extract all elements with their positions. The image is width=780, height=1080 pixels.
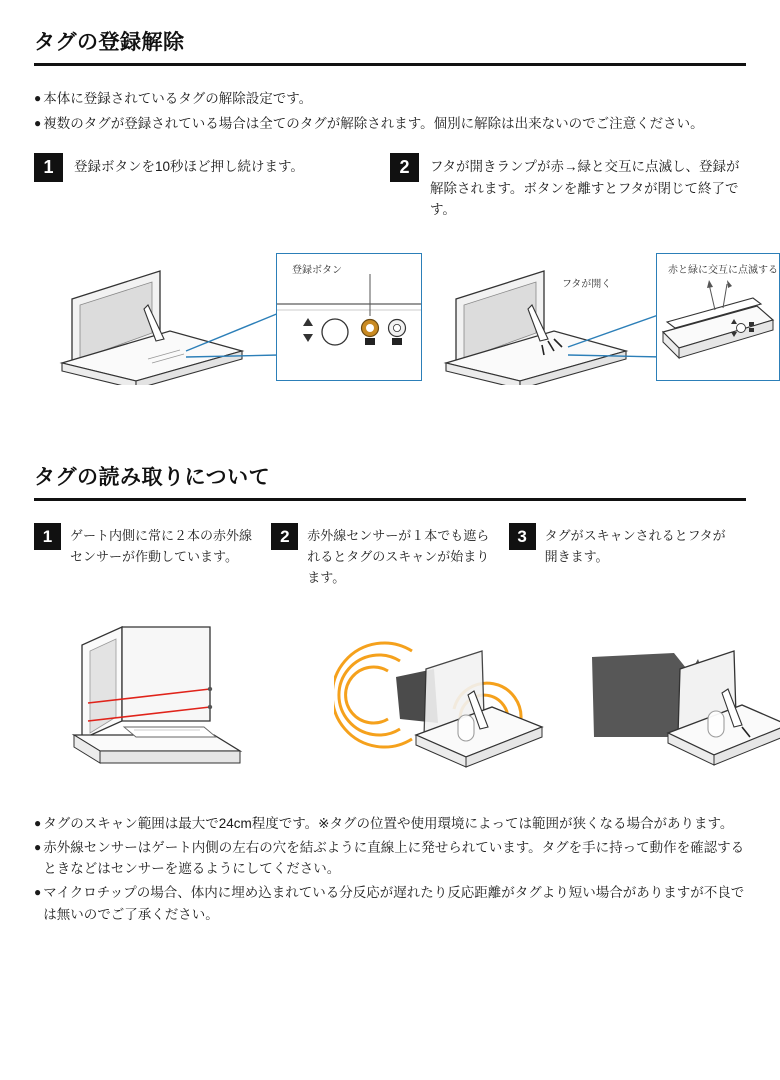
section-heading-unregister: タグの登録解除 — [34, 26, 746, 66]
note-text: マイクロチップの場合、体内に埋め込まれている分反応が遅れたり反応距離がタグより短い場合がありますが不良では無いのでご了承ください。 — [43, 885, 745, 923]
callout-label-blink: 赤と緑に交互に点滅する — [668, 265, 778, 277]
step-number: 3 — [509, 523, 536, 550]
note-text: 赤外線センサーはゲート内側の左右の穴を結ぶように直線上に発せられています。タグを手に持って動作を確認するときなどはセンサーを遮るようにしてください。 — [43, 839, 745, 877]
callout-label-lid-opens: フタが開く — [562, 279, 612, 291]
note-item — [34, 882, 746, 926]
step-text: フタが開きランプが赤→緑と交互に点滅し、登録が解除されます。ボタンを離すとフタが閉じて終了です。 — [430, 158, 740, 218]
figure-sensor-beams — [64, 611, 274, 781]
note-item — [34, 813, 746, 835]
unregister-steps — [34, 153, 746, 222]
figure-lid-open-pet — [582, 611, 780, 781]
figure-scan-waves — [334, 611, 554, 781]
section-spacer — [34, 399, 746, 425]
step-item — [509, 523, 746, 588]
bullet-text: 複数のタグが登録されている場合は全てのタグが解除されます。個別に解除は出来ないのでご注意ください。 — [43, 115, 704, 131]
step-number: 1 — [34, 523, 61, 550]
bullet-text: 本体に登録されているタグの解除設定です。 — [43, 91, 313, 106]
section-heading-reading: タグの読み取りについて — [34, 461, 746, 501]
bullet-dot-icon: ● — [34, 815, 42, 830]
step-item — [34, 523, 271, 588]
step-text: ゲート内側に常に２本の赤外線センサーが作動しています。 — [70, 528, 253, 565]
step-text: 赤外線センサーが１本でも遮られるとタグのスキャンが始まります。 — [307, 528, 490, 585]
step-text: タグがスキャンされるとフタが開きます。 — [544, 528, 726, 565]
step-item — [271, 523, 508, 588]
bullet-dot-icon: ● — [34, 839, 42, 854]
note-text: タグのスキャン範囲は最大で24cm程度です。※タグの位置や使用環境によっては範囲が狭くなる場合があります。 — [43, 815, 734, 831]
bullet-dot-icon: ● — [34, 115, 42, 130]
step-number: 2 — [390, 153, 419, 182]
bullet-dot-icon: ● — [34, 91, 42, 105]
callout-label-register-button: 登録ボタン — [292, 265, 342, 277]
bullet-dot-icon: ● — [34, 885, 42, 900]
bullet-item — [34, 113, 746, 135]
reading-steps — [34, 523, 746, 588]
reading-notes — [34, 813, 746, 926]
step-number: 1 — [34, 153, 63, 182]
step-item — [390, 153, 746, 222]
step-text: 登録ボタンを10秒ほど押し続けます。 — [74, 158, 304, 174]
bullet-item — [34, 88, 746, 110]
step-item — [34, 153, 390, 222]
note-item — [34, 837, 746, 881]
reading-figures — [34, 611, 746, 791]
step-number: 2 — [271, 523, 298, 550]
unregister-figures — [34, 239, 778, 399]
intro-bullets — [34, 88, 746, 135]
